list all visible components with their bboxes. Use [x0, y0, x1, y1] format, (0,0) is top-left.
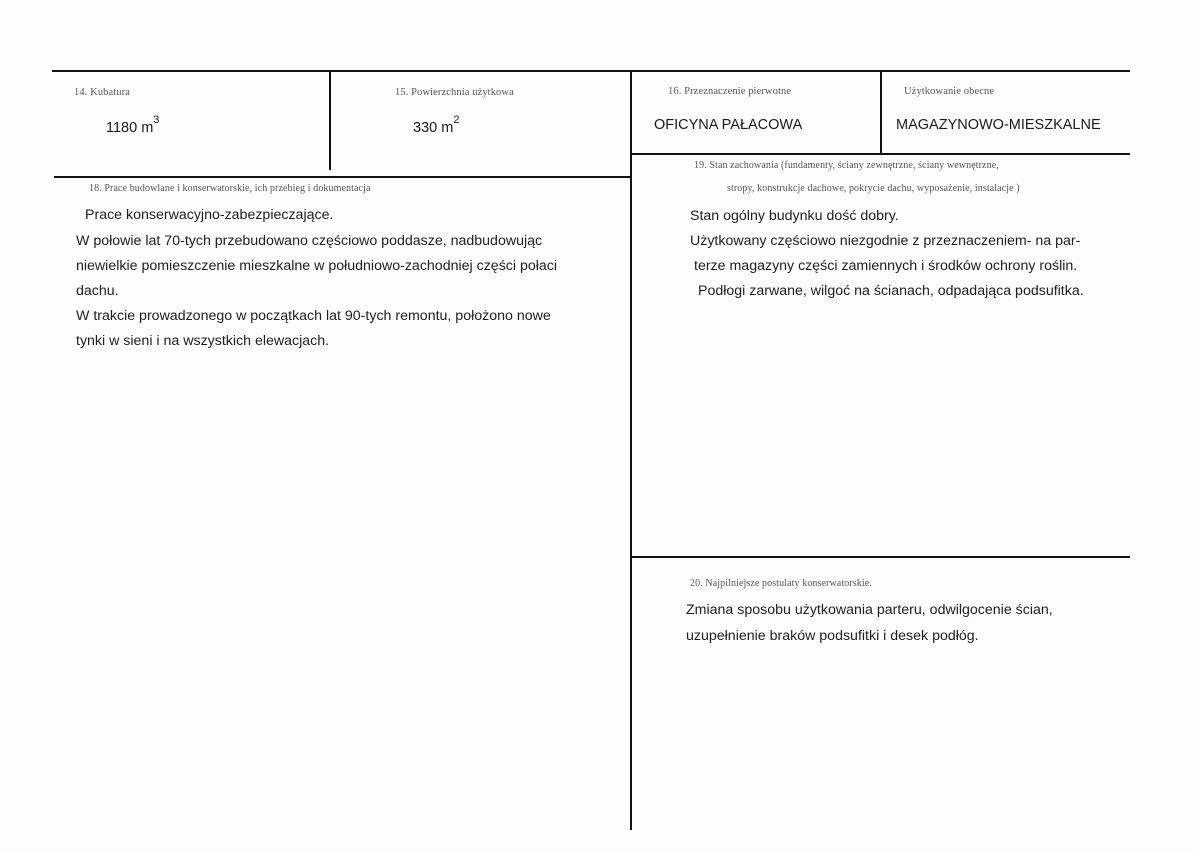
uzytkowanie-label: Użytkowanie obecne: [904, 86, 995, 97]
stan-text: [690, 206, 1084, 301]
powierzchnia-label: 15. Powierzchnia użytkowa: [395, 87, 514, 98]
kubatura-label: 14. Kubatura: [74, 87, 131, 98]
prace-text: [76, 205, 557, 351]
stan-label-line2: stropy, konstrukcje dachowe, pokrycie dachu, wyposażenie, instalacje ): [727, 183, 1020, 194]
kubatura-value: [106, 114, 160, 136]
stan-line: Użytkowany częściowo niezgodnie z przeznaczeniem- na par-: [690, 233, 1081, 249]
stan-line: Podłogi zarwane, wilgoć na ścianach, odpadająca podsufitka.: [698, 283, 1084, 299]
divider-19-20: [632, 556, 1130, 558]
stan-line: Stan ogólny budynku dość dobry.: [690, 208, 899, 224]
postulaty-line: Zmiana sposobu użytkowania parteru, odwilgocenie ścian,: [686, 602, 1053, 618]
kubatura-number: 1180 m: [106, 119, 154, 136]
powierzchnia-value: [413, 114, 460, 136]
kubatura-exponent: 3: [153, 114, 160, 126]
right-header-bottom: [630, 153, 1130, 155]
divider-14-15: [329, 70, 331, 170]
przeznaczenie-label: 16. Przeznaczenie pierwotne: [668, 86, 792, 97]
prace-line: Prace konserwacyjno-zabezpieczające.: [85, 207, 334, 223]
postulaty-line: uzupełnienie braków podsufitki i desek podłóg.: [686, 628, 979, 644]
powierzchnia-exponent: 2: [453, 114, 460, 126]
stan-line: terze magazyny części zamiennych i środków ochrony roślin.: [694, 258, 1078, 274]
prace-line: niewielkie pomieszczenie mieszkalne w południowo-zachodniej części połaci: [76, 258, 558, 274]
powierzchnia-number: 330 m: [413, 119, 454, 136]
prace-line: W trakcie prowadzonego w początkach lat 90-tych remontu, położono nowe: [76, 308, 551, 324]
postulaty-text: [686, 600, 1053, 646]
postulaty-label: 20. Najpilniejsze postulaty konserwatorskie.: [690, 578, 872, 589]
divider-16-17: [880, 70, 882, 155]
stan-label-line1: 19. Stan zachowania (fundamenty, ściany zewnętrzne, ściany wewnętrzne,: [694, 160, 999, 171]
prace-line: tynki w sieni i na wszystkich elewacjach.: [76, 333, 330, 349]
prace-label: 18. Prace budowlane i konserwatorskie, ich przebieg i dokumentacja: [89, 183, 371, 194]
prace-line: W połowie lat 70-tych przebudowano częściowo poddasze, nadbudowując: [76, 233, 543, 249]
top-border: [52, 70, 1130, 72]
left-header-bottom: [54, 176, 630, 178]
prace-line: dachu.: [76, 283, 119, 299]
uzytkowanie-value: MAGAZYNOWO-MIESZKALNE: [896, 117, 1101, 133]
center-divider: [630, 70, 632, 830]
przeznaczenie-value: OFICYNA PAŁACOWA: [654, 117, 803, 133]
